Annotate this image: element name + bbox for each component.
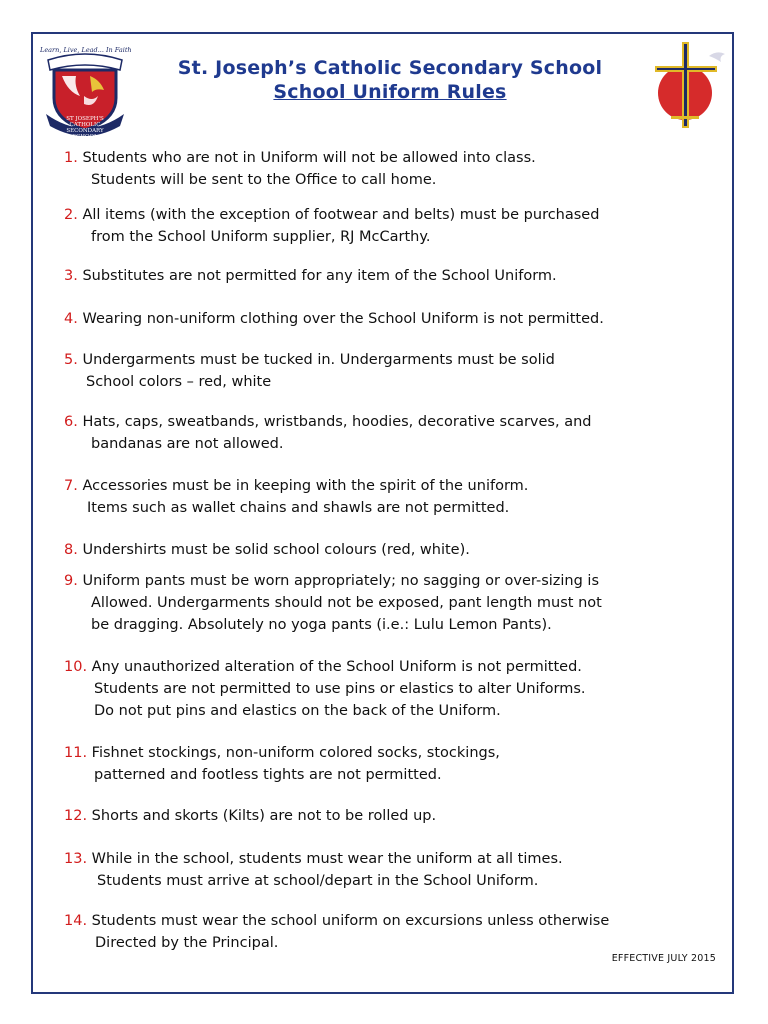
school-name: St. Joseph’s Catholic Secondary School: [177, 57, 603, 79]
rule-item-4: [64, 308, 724, 330]
rule-line: [64, 700, 724, 722]
rule-line: [64, 570, 724, 592]
rule-line: [64, 742, 724, 764]
rule-line: [64, 910, 724, 932]
rule-text: patterned and footless tights are not permitted.: [94, 767, 442, 783]
rule-line: [64, 497, 724, 519]
rule-text: Students who are not in Uniform will not be allowed into class.: [82, 150, 536, 166]
rule-text: All items (with the exception of footwear and belts) must be purchased: [82, 207, 600, 223]
rule-number: 6.: [64, 414, 78, 430]
rule-text: Undergarments must be tucked in. Undergarments must be solid: [82, 352, 555, 368]
rule-line: [64, 433, 724, 455]
rule-text: Students must wear the school uniform on excursions unless otherwise: [91, 913, 610, 929]
rule-text: Students must arrive at school/depart in the School Uniform.: [97, 873, 539, 889]
rule-text: Shorts and skorts (Kilts) are not to be rolled up.: [91, 808, 437, 824]
rule-number: 13.: [64, 851, 88, 867]
rule-number: 8.: [64, 542, 78, 558]
rule-text: Items such as wallet chains and shawls are not permitted.: [87, 500, 510, 516]
rule-number: 5.: [64, 352, 78, 368]
rule-item-11: [64, 742, 724, 786]
rule-line: [64, 592, 724, 614]
rule-line: [64, 169, 724, 191]
rule-item-1: [64, 147, 724, 191]
rule-text: Directed by the Principal.: [95, 935, 279, 951]
rule-line: [64, 870, 724, 892]
rule-text: School colors – red, white: [86, 374, 272, 390]
rule-line: [64, 371, 724, 393]
rule-item-9: [64, 570, 724, 636]
rule-line: [64, 411, 724, 433]
rule-number: 4.: [64, 311, 78, 327]
crest-school-text: ST JOSEPH'S CATHOLIC SECONDARY SCHOOL: [66, 116, 104, 140]
rule-line: [64, 848, 724, 870]
rule-number: 11.: [64, 745, 88, 761]
rule-text: Uniform pants must be worn appropriately; no sagging or over-sizing is: [82, 573, 600, 589]
rule-line: [64, 265, 724, 287]
rule-number: 3.: [64, 268, 78, 284]
rule-number: 1.: [64, 150, 78, 166]
rule-text: While in the school, students must wear the uniform at all times.: [91, 851, 563, 867]
rule-number: 14.: [64, 913, 88, 929]
rule-number: 9.: [64, 573, 78, 589]
rule-text: Allowed. Undergarments should not be exposed, pant length must not: [91, 595, 602, 611]
rule-number: 10.: [64, 659, 88, 675]
rule-line: [64, 349, 724, 371]
crest-motto: Learn, Live, Lead... In Faith: [40, 46, 132, 54]
rule-line: [64, 932, 724, 954]
rule-text: Accessories must be in keeping with the spirit of the uniform.: [82, 478, 529, 494]
rule-line: [64, 764, 724, 786]
rule-text: be dragging. Absolutely no yoga pants (i.e.: Lulu Lemon Pants).: [91, 617, 552, 633]
rule-line: [64, 308, 724, 330]
rule-line: [64, 614, 724, 636]
rule-text: Hats, caps, sweatbands, wristbands, hoodies, decorative scarves, and: [82, 414, 592, 430]
rule-number: 2.: [64, 207, 78, 223]
rule-item-3: [64, 265, 724, 287]
rule-item-10: [64, 656, 724, 722]
rule-line: [64, 475, 724, 497]
rule-text: Any unauthorized alteration of the School Uniform is not permitted.: [91, 659, 582, 675]
rule-item-7: [64, 475, 724, 519]
rule-item-14: [64, 910, 724, 954]
rule-text: Undershirts must be solid school colours (red, white).: [82, 542, 470, 558]
rule-text: Students are not permitted to use pins or elastics to alter Uniforms.: [94, 681, 586, 697]
rule-text: bandanas are not allowed.: [91, 436, 284, 452]
rule-text: Fishnet stockings, non-uniform colored socks, stockings,: [91, 745, 500, 761]
rule-line: [64, 226, 724, 248]
rule-item-8: [64, 539, 724, 561]
rule-line: [64, 656, 724, 678]
rule-line: [64, 204, 724, 226]
rule-item-12: [64, 805, 724, 827]
effective-date: EFFECTIVE JULY 2015: [611, 953, 716, 964]
rule-line: [64, 539, 724, 561]
rule-text: Wearing non-uniform clothing over the School Uniform is not permitted.: [82, 311, 604, 327]
rule-item-6: [64, 411, 724, 455]
rule-number: 7.: [64, 478, 78, 494]
rule-text: Do not put pins and elastics on the back of the Uniform.: [94, 703, 501, 719]
page-title: School Uniform Rules: [273, 81, 507, 103]
rule-item-13: [64, 848, 724, 892]
rule-item-5: [64, 349, 724, 393]
rule-line: [64, 678, 724, 700]
rule-item-2: [64, 204, 724, 248]
rule-line: [64, 147, 724, 169]
rule-number: 12.: [64, 808, 88, 824]
rule-text: Students will be sent to the Office to call home.: [91, 172, 437, 188]
rule-text: from the School Uniform supplier, RJ McCarthy.: [91, 229, 431, 245]
rule-text: Substitutes are not permitted for any item of the School Uniform.: [82, 268, 557, 284]
rule-line: [64, 805, 724, 827]
